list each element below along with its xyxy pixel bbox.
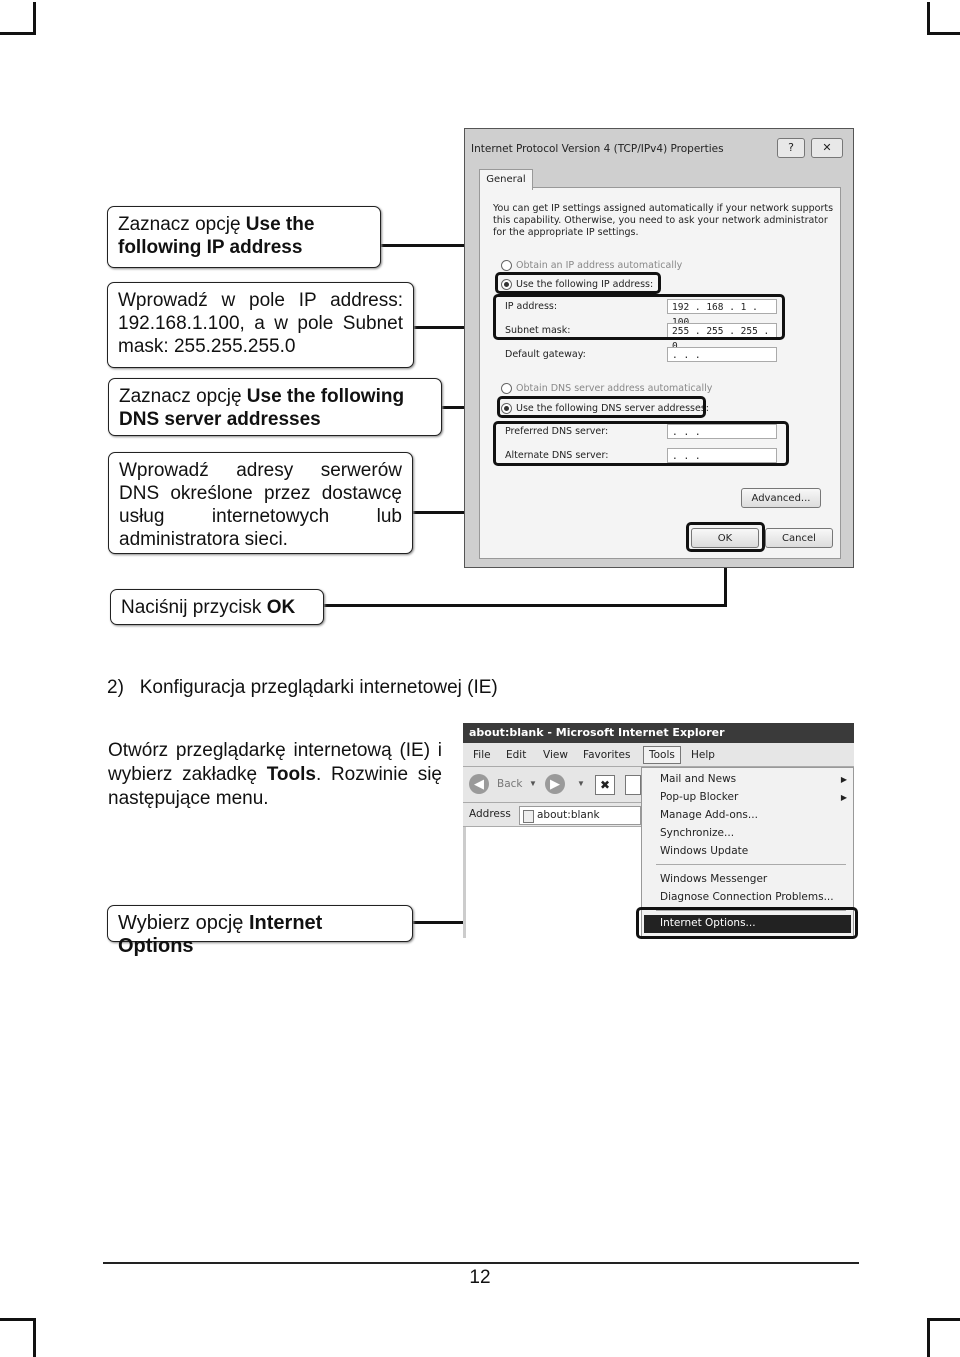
address-value: about:blank: [537, 809, 600, 821]
preferred-dns-field[interactable]: . . .: [667, 424, 777, 439]
highlight-use-ip: [495, 272, 661, 294]
menu-item-windows-update[interactable]: Windows Update: [660, 845, 749, 857]
address-label: Address: [469, 808, 511, 820]
highlight-dns-fields: [493, 421, 789, 466]
radio-icon: [501, 260, 512, 271]
ie-window: [463, 723, 854, 938]
callout-internet-options: Wybierz opcję Internet Options: [107, 905, 413, 942]
section-body-bold: Tools: [266, 764, 316, 785]
dialog-title: Internet Protocol Version 4 (TCP/IPv4) Properties: [471, 143, 724, 155]
menu-edit[interactable]: Edit: [506, 749, 527, 761]
submenu-arrow-icon: ▶: [840, 793, 847, 802]
alternate-dns-field[interactable]: . . .: [667, 448, 777, 463]
radio-use-ip[interactable]: Use the following IP address:: [501, 279, 653, 290]
dropdown-icon[interactable]: ▼: [577, 779, 585, 788]
highlight-internet-options: [636, 907, 858, 939]
section-body: Otwórz przeglądarkę internetową (IE) i wybierz zakładkę Tools. Rozwinie się następujące menu.: [108, 740, 442, 809]
preferred-dns-label: Preferred DNS server:: [505, 426, 609, 437]
highlight-ok: [686, 522, 765, 552]
radio-obtain-dns[interactable]: Obtain DNS server address automatically: [501, 383, 712, 394]
subnet-mask-field[interactable]: 255 . 255 . 255 .: [667, 323, 777, 338]
menu-item-internet-options[interactable]: Internet Options...: [644, 915, 851, 933]
tab-general[interactable]: General: [479, 169, 533, 190]
stop-icon[interactable]: ✖: [595, 775, 615, 795]
menu-item-synchronize[interactable]: Synchronize...: [660, 827, 735, 839]
highlight-use-dns: [497, 396, 706, 418]
callout-bold-text: OK: [266, 597, 296, 618]
callout-bold-text: Use the following IP address: [118, 214, 315, 258]
connector-line: [323, 604, 727, 607]
default-gateway-field[interactable]: . . .: [667, 347, 777, 362]
close-button[interactable]: ✕: [811, 138, 843, 158]
menu-item-popup-blocker[interactable]: Pop-up Blocker: [660, 791, 739, 803]
crop-mark-bottom-right: [927, 1318, 960, 1357]
page-number: 12: [469, 1267, 491, 1288]
menu-separator: [656, 864, 846, 865]
dropdown-icon[interactable]: ▼: [529, 779, 537, 788]
menu-file[interactable]: File: [473, 749, 491, 761]
callout-dns-values: Wprowadź adresy serwerów DNS określone przez dostawcę usług internetowych lub administratora sieci.: [108, 452, 413, 554]
menu-favorites[interactable]: Favorites: [583, 749, 631, 761]
intro-text: this capability. Otherwise, you need to ask your network administrator: [493, 215, 828, 226]
menu-item-mail-and-news[interactable]: Mail and News: [660, 773, 737, 785]
ie-content-area: [463, 827, 644, 938]
menu-tools[interactable]: Tools: [643, 746, 681, 764]
callout-use-ip: Zaznacz opcję Use the following IP address: [107, 206, 381, 268]
advanced-button[interactable]: Advanced...: [741, 488, 821, 508]
menu-item-diagnose[interactable]: Diagnose Connection Problems...: [660, 891, 834, 903]
back-arrow-icon[interactable]: ◀: [469, 774, 489, 794]
radio-use-dns[interactable]: Use the following DNS server addresses:: [501, 403, 709, 414]
help-button[interactable]: ?: [777, 138, 805, 158]
footer-rule: [103, 1262, 859, 1264]
address-field[interactable]: [519, 806, 641, 825]
crop-mark-bottom-left: [0, 1318, 36, 1357]
default-gateway-label: Default gateway:: [505, 349, 586, 360]
callout-bold-text: Use the following DNS server addresses: [119, 386, 405, 430]
ie-menu-bar: [463, 743, 854, 767]
intro-text: You can get IP settings assigned automatically if your network supports: [493, 203, 834, 214]
cancel-button[interactable]: Cancel: [765, 528, 833, 548]
refresh-icon[interactable]: [625, 775, 641, 795]
callout-ip-values: Wprowadź w pole IP address: 192.168.1.100, a w pole Subnet mask: 255.255.255.0: [107, 282, 414, 368]
page-icon: [523, 810, 534, 823]
crop-mark-top-right: [927, 2, 960, 35]
highlight-ip-fields: [493, 294, 785, 340]
callout-press-ok: Naciśnij przycisk OK: [110, 589, 324, 625]
radio-obtain-ip[interactable]: Obtain an IP address automatically: [501, 260, 682, 271]
menu-item-windows-messenger[interactable]: Windows Messenger: [660, 873, 768, 885]
menu-item-manage-addons[interactable]: Manage Add-ons...: [660, 809, 758, 821]
back-label[interactable]: Back: [497, 778, 523, 790]
subnet-mask-label: Subnet mask:: [505, 325, 571, 336]
radio-icon: [501, 383, 512, 394]
callout-bold-text: Internet Options: [118, 912, 323, 957]
ip-address-label: IP address:: [505, 301, 558, 312]
ie-title-bar: about:blank - Microsoft Internet Explorer: [463, 723, 854, 743]
ip-address-field[interactable]: 192 . 168 . 1 .: [667, 299, 777, 314]
section-heading: 2) Konfiguracja przeglądarki internetowej (IE): [107, 677, 498, 698]
ok-button[interactable]: OK: [691, 528, 759, 548]
forward-arrow-icon[interactable]: ▶: [545, 774, 565, 794]
crop-mark-top-left: [0, 2, 36, 35]
tcpip-properties-dialog: [464, 128, 854, 568]
menu-view[interactable]: View: [543, 749, 568, 761]
alternate-dns-label: Alternate DNS server:: [505, 450, 609, 461]
submenu-arrow-icon: ▶: [840, 775, 847, 784]
intro-text: for the appropriate IP settings.: [493, 227, 639, 238]
menu-help[interactable]: Help: [691, 749, 715, 761]
callout-use-dns: Zaznacz opcję Use the following DNS server addresses: [108, 378, 442, 436]
